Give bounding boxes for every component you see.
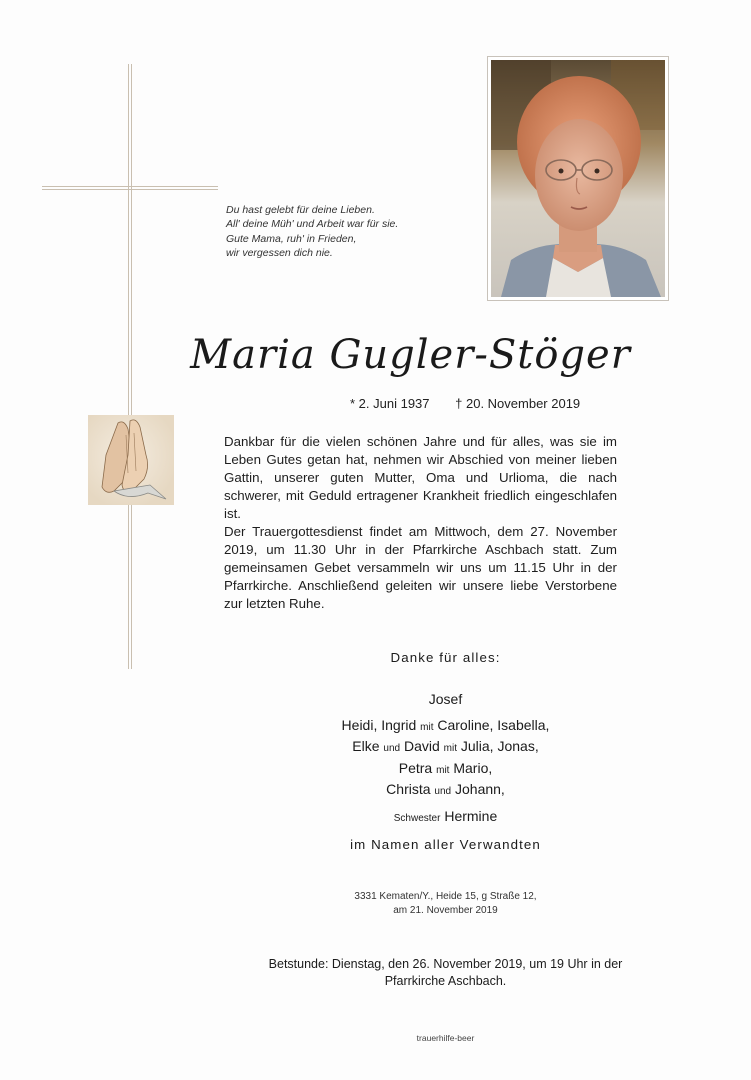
address-line: 3331 Kematen/Y., Heide 15, g Straße 12, [354,891,537,902]
deceased-name: Maria Gugler-Stöger [190,332,631,378]
praying-hands-image [88,415,174,505]
family-line [70,737,751,759]
address-date: am 21. November 2019 [393,905,498,916]
family-line [70,716,751,738]
family-name: David [403,738,440,754]
poem-line: wir vergessen dich nie. [226,246,333,259]
family-line [70,759,751,781]
poem-line: Gute Mama, ruh' in Frieden, [226,232,357,245]
family-list [70,690,751,828]
poem [226,203,456,260]
obituary-paragraph-1: Dankbar für die vielen schönen Jahre und für alles, was sie im Leben Gutes getan hat, nehmen wir Abschied von meiner lieben Gattin, unserer guten Mutter, Oma und Urlioma, die nach schwerer, mit Geduld ertragener Krankheit friedlich eingeschlafen ist. [224,434,617,521]
family-name: Julia, Jonas, [460,738,539,754]
prayer-hour [70,956,751,990]
portrait-frame [487,56,669,301]
family-name: Petra [398,759,433,776]
family-connector: mit [436,764,450,776]
family-connector: und [383,743,401,754]
family-name: Josef [428,691,463,707]
family-connector: mit [420,721,434,733]
family-name: Heidi, Ingrid [341,716,417,733]
family-name: Caroline, Isabella, [437,716,550,733]
family-name: Hermine [444,807,498,824]
poem-line: All' deine Müh' und Arbeit war für sie. [226,218,399,231]
family-name: Mario, [453,759,493,776]
family-name: Elke [352,738,380,754]
life-dates [350,396,580,411]
obituary-paragraph-2: Der Trauergottesdienst findet am Mittwoch, dem 27. November 2019, um 11.30 Uhr in der Pfarrkirche Aschbach statt. Zum gemeinsamen Gebet versammeln wir uns um 11.15 Uhr in der Pfarrkirche. Anschließend geleiten wir unsere liebe Verstorbene zur letzten Ruhe. [224,524,617,611]
family-line [70,807,751,829]
family-connector: und [434,786,452,797]
family-name: Christa [386,781,431,797]
on-behalf-line: im Namen aller Verwandten [350,837,541,852]
family-name: Johann, [455,781,505,797]
family-line [70,690,751,710]
portrait-photo [491,60,665,297]
prayer-line: Pfarrkirche Aschbach. [384,974,507,988]
footer-credit: trauerhilfe-beer [416,1033,475,1043]
birth-date: * 2. Juni 1937 [350,396,430,411]
prayer-line: Betstunde: Dienstag, den 26. November 2019, um 19 Uhr in der [268,957,623,971]
thanks-line: Danke für alles: [390,650,501,665]
cross-horizontal-bar [42,186,218,190]
death-date: † 20. November 2019 [455,396,581,411]
family-line [70,780,751,802]
address-block [70,890,751,918]
poem-line: Du hast gelebt für deine Lieben. [226,204,375,216]
family-connector: Schwester [393,812,441,824]
family-connector: mit [443,743,457,754]
